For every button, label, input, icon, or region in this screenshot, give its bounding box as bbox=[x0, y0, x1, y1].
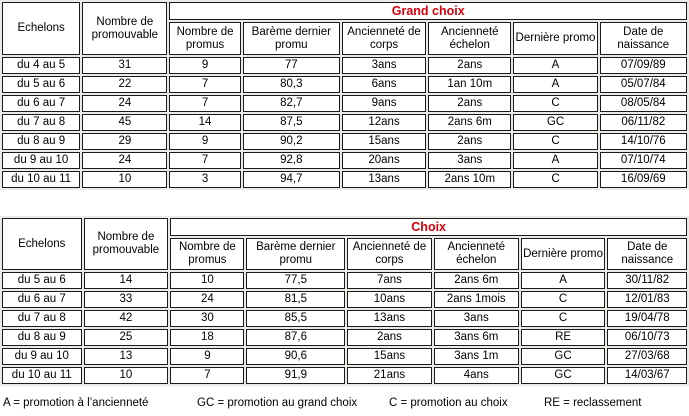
cell-date-naissance: 08/05/84 bbox=[600, 95, 687, 112]
cell-nombre-promus: 7 bbox=[170, 367, 244, 384]
cell-derniere-promo: A bbox=[513, 152, 597, 169]
table-row bbox=[2, 133, 687, 150]
cell-nombre-promus: 30 bbox=[170, 310, 244, 327]
header-bareme-dernier-promu: Barème dernier promu bbox=[246, 238, 345, 270]
cell-nombre-promouvable: 24 bbox=[82, 95, 167, 112]
cell-echelon: du 4 au 5 bbox=[2, 57, 80, 74]
cell-date-naissance: 06/10/73 bbox=[607, 329, 687, 346]
cell-anciennete-corps: 10ans bbox=[347, 291, 432, 308]
cell-nombre-promouvable: 22 bbox=[82, 76, 167, 93]
header-echelons: Echelons bbox=[2, 2, 80, 55]
choix-rows bbox=[2, 272, 687, 384]
cell-date-naissance: 14/03/67 bbox=[607, 367, 687, 384]
table-row bbox=[2, 291, 687, 308]
cell-anciennete-echelon: 3ans 1m bbox=[434, 348, 519, 365]
cell-bareme: 85,5 bbox=[246, 310, 345, 327]
cell-anciennete-corps: 9ans bbox=[342, 95, 426, 112]
cell-nombre-promus: 9 bbox=[169, 133, 240, 150]
header-nombre-promus: Nombre de promus bbox=[170, 238, 244, 270]
legend-choix: C = promotion au choix bbox=[389, 397, 508, 409]
cell-nombre-promus: 7 bbox=[169, 76, 240, 93]
legend-reclassement: RE = reclassement bbox=[544, 397, 642, 409]
cell-echelon: du 5 au 6 bbox=[2, 272, 82, 289]
grand-choix-table bbox=[0, 0, 689, 190]
cell-nombre-promus: 7 bbox=[169, 95, 240, 112]
table-row bbox=[2, 57, 687, 74]
table-row bbox=[2, 171, 687, 188]
choix-table bbox=[0, 216, 689, 386]
cell-bareme: 94,7 bbox=[243, 171, 340, 188]
cell-anciennete-echelon: 2ans 6m bbox=[434, 272, 519, 289]
header-derniere-promo: Dernière promo bbox=[521, 238, 606, 270]
table-row bbox=[2, 367, 687, 384]
cell-anciennete-echelon: 2ans bbox=[428, 57, 511, 74]
cell-echelon: du 6 au 7 bbox=[2, 95, 80, 112]
cell-bareme: 87,6 bbox=[246, 329, 345, 346]
cell-bareme: 77,5 bbox=[246, 272, 345, 289]
cell-derniere-promo: C bbox=[513, 171, 597, 188]
header-nombre-promouvable: Nombre de promouvable bbox=[84, 218, 169, 270]
header-date-naissance: Date de naissance bbox=[600, 22, 687, 55]
header-anciennete-echelon: Ancienneté échelon bbox=[434, 238, 519, 270]
cell-bareme: 87,5 bbox=[243, 114, 340, 131]
table-row bbox=[2, 348, 687, 365]
cell-nombre-promouvable: 10 bbox=[84, 367, 169, 384]
cell-derniere-promo: C bbox=[513, 95, 597, 112]
cell-echelon: du 10 au 11 bbox=[2, 171, 80, 188]
grand-choix-rows bbox=[2, 57, 687, 188]
cell-anciennete-corps: 3ans bbox=[342, 57, 426, 74]
cell-nombre-promus: 18 bbox=[170, 329, 244, 346]
cell-anciennete-echelon: 2ans 1mois bbox=[434, 291, 519, 308]
cell-nombre-promouvable: 13 bbox=[84, 348, 169, 365]
cell-anciennete-echelon: 1an 10m bbox=[428, 76, 511, 93]
cell-echelon: du 7 au 8 bbox=[2, 310, 82, 327]
cell-echelon: du 6 au 7 bbox=[2, 291, 82, 308]
cell-bareme: 91,9 bbox=[246, 367, 345, 384]
cell-bareme: 90,2 bbox=[243, 133, 340, 150]
cell-nombre-promus: 24 bbox=[170, 291, 244, 308]
cell-bareme: 77 bbox=[243, 57, 340, 74]
table-row bbox=[2, 95, 687, 112]
table-row bbox=[2, 272, 687, 289]
cell-nombre-promus: 7 bbox=[169, 152, 240, 169]
header-date-naissance: Date de naissance bbox=[607, 238, 687, 270]
cell-date-naissance: 14/10/76 bbox=[600, 133, 687, 150]
cell-derniere-promo: GC bbox=[521, 367, 606, 384]
cell-derniere-promo: A bbox=[521, 272, 606, 289]
cell-bareme: 82,7 bbox=[243, 95, 340, 112]
cell-echelon: du 10 au 11 bbox=[2, 367, 82, 384]
cell-nombre-promouvable: 31 bbox=[82, 57, 167, 74]
cell-nombre-promus: 10 bbox=[170, 272, 244, 289]
cell-anciennete-echelon: 2ans 10m bbox=[428, 171, 511, 188]
legend bbox=[3, 397, 687, 413]
table-row bbox=[2, 329, 687, 346]
cell-date-naissance: 05/07/84 bbox=[600, 76, 687, 93]
legend-anciennete: A = promotion à l’ancienneté bbox=[3, 397, 149, 409]
cell-nombre-promus: 14 bbox=[169, 114, 240, 131]
cell-nombre-promouvable: 14 bbox=[84, 272, 169, 289]
cell-echelon: du 7 au 8 bbox=[2, 114, 80, 131]
cell-derniere-promo: A bbox=[513, 57, 597, 74]
header-anciennete-corps: Ancienneté de corps bbox=[347, 238, 432, 270]
cell-bareme: 80,3 bbox=[243, 76, 340, 93]
group-header-grand-choix: Grand choix bbox=[169, 2, 687, 20]
cell-anciennete-echelon: 3ans 6m bbox=[434, 329, 519, 346]
cell-derniere-promo: C bbox=[521, 310, 606, 327]
cell-anciennete-echelon: 3ans bbox=[428, 152, 511, 169]
table-row bbox=[2, 114, 687, 131]
cell-derniere-promo: C bbox=[521, 291, 606, 308]
header-anciennete-corps: Ancienneté de corps bbox=[342, 22, 426, 55]
cell-date-naissance: 16/09/69 bbox=[600, 171, 687, 188]
cell-nombre-promouvable: 24 bbox=[82, 152, 167, 169]
cell-echelon: du 9 au 10 bbox=[2, 348, 82, 365]
cell-date-naissance: 12/01/83 bbox=[607, 291, 687, 308]
cell-nombre-promouvable: 10 bbox=[82, 171, 167, 188]
cell-echelon: du 9 au 10 bbox=[2, 152, 80, 169]
cell-anciennete-corps: 2ans bbox=[347, 329, 432, 346]
cell-nombre-promouvable: 45 bbox=[82, 114, 167, 131]
cell-nombre-promouvable: 25 bbox=[84, 329, 169, 346]
cell-derniere-promo: C bbox=[513, 133, 597, 150]
cell-anciennete-corps: 21ans bbox=[347, 367, 432, 384]
header-anciennete-echelon: Ancienneté échelon bbox=[428, 22, 511, 55]
cell-bareme: 81,5 bbox=[246, 291, 345, 308]
cell-anciennete-echelon: 4ans bbox=[434, 367, 519, 384]
cell-anciennete-corps: 6ans bbox=[342, 76, 426, 93]
cell-derniere-promo: A bbox=[513, 76, 597, 93]
legend-grand-choix: GC = promotion au grand choix bbox=[197, 397, 358, 409]
cell-nombre-promouvable: 42 bbox=[84, 310, 169, 327]
group-header-choix: Choix bbox=[170, 218, 687, 236]
header-derniere-promo: Dernière promo bbox=[513, 22, 597, 55]
cell-derniere-promo: GC bbox=[513, 114, 597, 131]
cell-nombre-promouvable: 33 bbox=[84, 291, 169, 308]
cell-derniere-promo: RE bbox=[521, 329, 606, 346]
cell-date-naissance: 06/11/82 bbox=[600, 114, 687, 131]
cell-anciennete-corps: 13ans bbox=[342, 171, 426, 188]
cell-anciennete-corps: 20ans bbox=[342, 152, 426, 169]
cell-anciennete-corps: 15ans bbox=[347, 348, 432, 365]
cell-bareme: 90,6 bbox=[246, 348, 345, 365]
cell-anciennete-echelon: 2ans 6m bbox=[428, 114, 511, 131]
cell-derniere-promo: GC bbox=[521, 348, 606, 365]
cell-date-naissance: 07/09/89 bbox=[600, 57, 687, 74]
cell-echelon: du 5 au 6 bbox=[2, 76, 80, 93]
cell-nombre-promouvable: 29 bbox=[82, 133, 167, 150]
cell-nombre-promus: 3 bbox=[169, 171, 240, 188]
table-row bbox=[2, 76, 687, 93]
header-nombre-promouvable: Nombre de promouvable bbox=[82, 2, 167, 55]
cell-date-naissance: 19/04/78 bbox=[607, 310, 687, 327]
cell-anciennete-echelon: 3ans bbox=[434, 310, 519, 327]
header-echelons: Echelons bbox=[2, 218, 82, 270]
header-nombre-promus: Nombre de promus bbox=[169, 22, 240, 55]
cell-anciennete-corps: 15ans bbox=[342, 133, 426, 150]
header-bareme-dernier-promu: Barème dernier promu bbox=[243, 22, 340, 55]
cell-anciennete-corps: 12ans bbox=[342, 114, 426, 131]
cell-bareme: 92,8 bbox=[243, 152, 340, 169]
cell-anciennete-echelon: 2ans bbox=[428, 133, 511, 150]
table-row bbox=[2, 310, 687, 327]
cell-nombre-promus: 9 bbox=[169, 57, 240, 74]
cell-date-naissance: 30/11/82 bbox=[607, 272, 687, 289]
table-row bbox=[2, 152, 687, 169]
cell-nombre-promus: 9 bbox=[170, 348, 244, 365]
cell-echelon: du 8 au 9 bbox=[2, 133, 80, 150]
cell-date-naissance: 07/10/74 bbox=[600, 152, 687, 169]
cell-anciennete-echelon: 2ans bbox=[428, 95, 511, 112]
cell-echelon: du 8 au 9 bbox=[2, 329, 82, 346]
cell-date-naissance: 27/03/68 bbox=[607, 348, 687, 365]
cell-anciennete-corps: 7ans bbox=[347, 272, 432, 289]
cell-anciennete-corps: 13ans bbox=[347, 310, 432, 327]
